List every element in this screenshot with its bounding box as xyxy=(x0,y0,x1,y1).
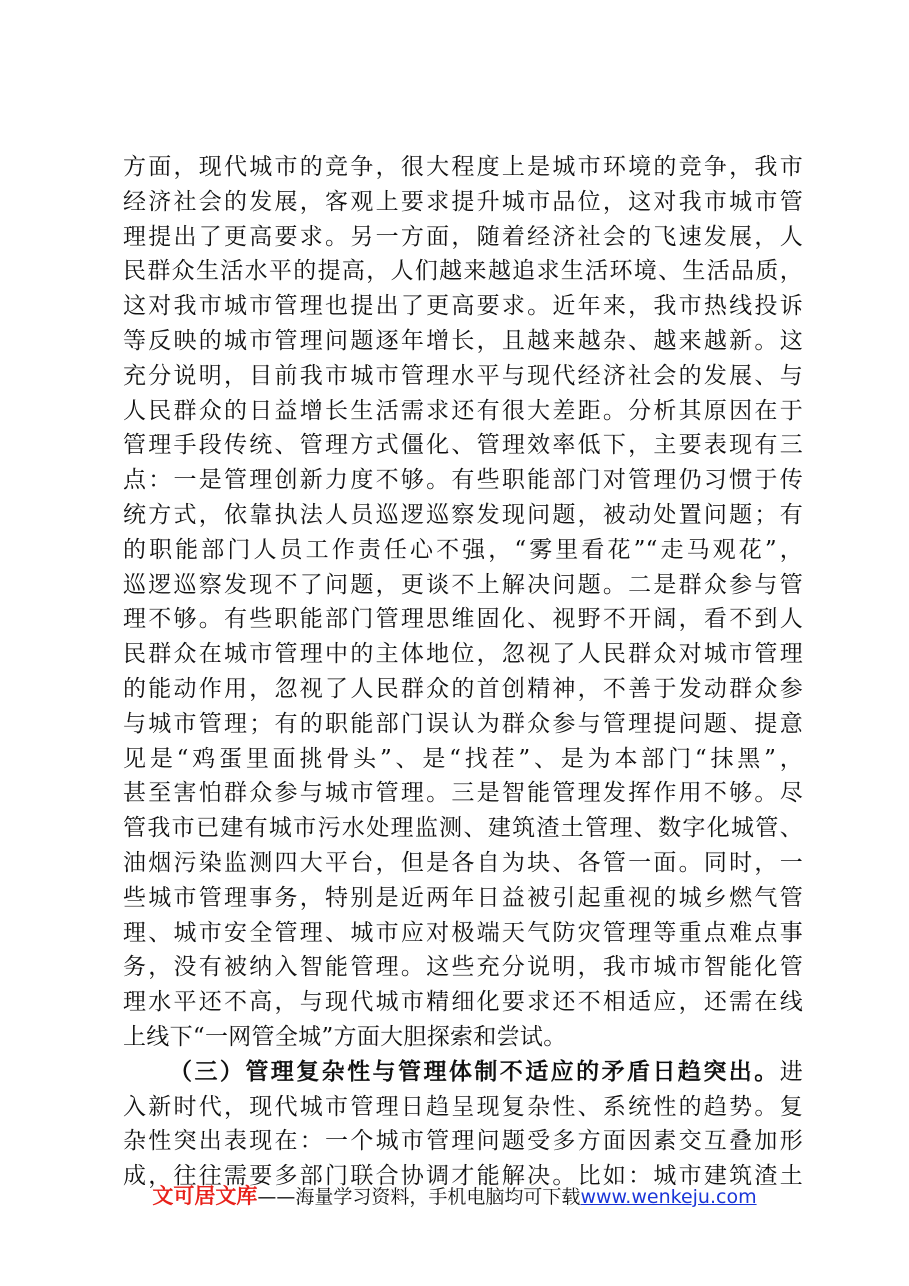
text-line: 的职能部门人员工作责任心不强，“雾里看花”“走马观花”， xyxy=(123,536,803,563)
text-line: 管理手段传统、管理方式僵化、管理效率低下，主要表现有三 xyxy=(123,432,803,459)
document-body xyxy=(123,150,803,1194)
footer-website-link[interactable]: www.wenkeju.com xyxy=(580,1186,757,1208)
text-line: 理水平还不高，与现代城市精细化要求还不相适应，还需在线 xyxy=(123,989,803,1016)
text-line: 理、城市安全管理、城市应对极端天气防灾管理等重点难点事 xyxy=(123,919,803,946)
text-line: 见是“鸡蛋里面挑骨头”、是“找茬”、是为本部门“抹黑”， xyxy=(123,745,803,772)
text-line: 这对我市城市管理也提出了更高要求。近年来，我市热线投诉 xyxy=(123,293,803,320)
text-line: 甚至害怕群众参与城市管理。三是智能管理发挥作用不够。尽 xyxy=(123,780,803,807)
text-line: 巡逻巡察发现不了问题，更谈不上解决问题。二是群众参与管 xyxy=(123,571,803,598)
text-line: 统方式，依靠执法人员巡逻巡察发现问题，被动处置问题；有 xyxy=(123,501,803,528)
text-line: 成，往往需要多部门联合协调才能解决。比如：城市建筑渣土 xyxy=(123,1163,803,1190)
text-line: 民群众在城市管理中的主体地位，忽视了人民群众对城市管理 xyxy=(123,641,803,668)
text-line: 理不够。有些职能部门管理思维固化、视野不开阔，看不到人 xyxy=(123,606,803,633)
text-line: 的能动作用，忽视了人民群众的首创精神，不善于发动群众参 xyxy=(123,675,803,702)
text-line: 务，没有被纳入智能管理。这些充分说明，我市城市智能化管 xyxy=(123,954,803,981)
section-heading-line xyxy=(123,1055,803,1090)
text-line: 经济社会的发展，客观上要求提升城市品位，这对我市城市管 xyxy=(123,188,803,215)
text-line: 人民群众的日益增长生活需求还有很大差距。分析其原因在于 xyxy=(123,397,803,424)
footer-banner xyxy=(0,1180,909,1210)
text-line: 充分说明，目前我市城市管理水平与现代经济社会的发展、与 xyxy=(123,362,803,389)
text-line: 入新时代，现代城市管理日趋呈现复杂性、系统性的趋势。复 xyxy=(123,1093,803,1120)
text-line: 理提出了更高要求。另一方面，随着经济社会的飞速发展，人 xyxy=(123,223,803,250)
text-line: 点：一是管理创新力度不够。有些职能部门对管理仍习惯于传 xyxy=(123,467,803,494)
footer-brand: 文可居文库 xyxy=(152,1184,258,1208)
section-heading-tail: 进 xyxy=(779,1058,803,1085)
text-line: 与城市管理；有的职能部门误认为群众参与管理提问题、提意 xyxy=(123,710,803,737)
section-heading: （三）管理复杂性与管理体制不适应的矛盾日趋突出。 xyxy=(169,1057,780,1085)
text-line: 方面，现代城市的竞争，很大程度上是城市环境的竞争，我市 xyxy=(123,154,803,180)
text-line: 上线下“一网管全城”方面大胆探索和尝试。 xyxy=(123,1023,567,1050)
text-line: 油烟污染监测四大平台，但是各自为块、各管一面。同时，一 xyxy=(123,849,803,876)
text-line: 等反映的城市管理问题逐年增长，且越来越杂、越来越新。这 xyxy=(123,327,803,354)
text-line: 管我市已建有城市污水处理监测、建筑渣土管理、数字化城管、 xyxy=(123,815,803,842)
text-line: 民群众生活水平的提高，人们越来越追求生活环境、生活品质， xyxy=(123,258,803,285)
footer-slogan: ——海量学习资料，手机电脑均可下载 xyxy=(257,1186,581,1208)
text-line: 些城市管理事务，特别是近两年日益被引起重视的城乡燃气管 xyxy=(123,884,803,911)
text-line: 杂性突出表现在：一个城市管理问题受多方面因素交互叠加形 xyxy=(123,1128,803,1155)
